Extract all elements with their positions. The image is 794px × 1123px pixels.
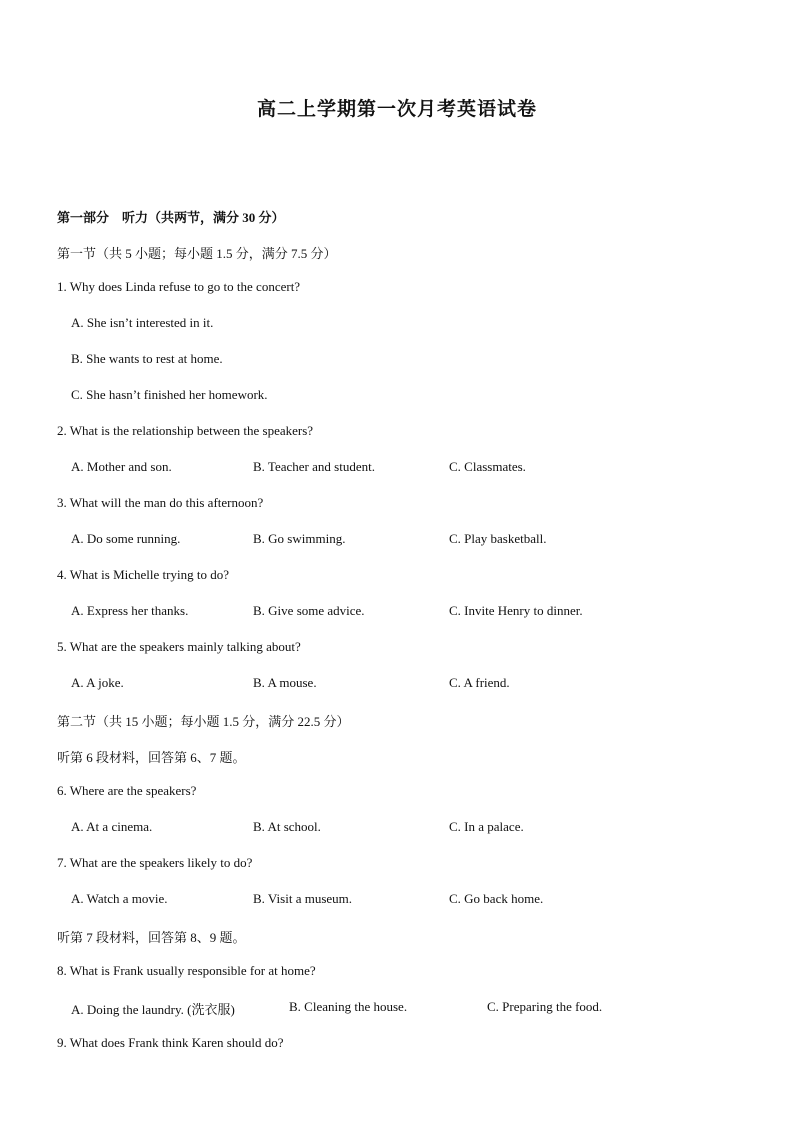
question-7-option-c: C. Go back home. — [449, 891, 544, 906]
question-4-option-a: A. Express her thanks. — [71, 603, 189, 618]
question-1-stem: 1. Why does Linda refuse to go to the concert? — [57, 279, 301, 294]
question-6-option-c: C. In a palace. — [449, 819, 524, 834]
question-1-option-a: A. She isn’t interested in it. — [71, 315, 214, 330]
question-7-option-a: A. Watch a movie. — [71, 891, 168, 906]
question-3-option-c: C. Play basketball. — [449, 531, 547, 546]
page-title: 高二上学期第一次月考英语试卷 — [256, 98, 537, 120]
question-4-option-b: B. Give some advice. — [253, 603, 365, 618]
question-5-stem: 5. What are the speakers mainly talking about? — [57, 639, 301, 654]
question-8-option-c: C. Preparing the food. — [487, 999, 603, 1014]
question-7-stem: 7. What are the speakers likely to do? — [57, 855, 253, 870]
question-9-stem: 9. What does Frank think Karen should do? — [57, 1035, 284, 1050]
passage-7-note: 听第 7 段材料，回答第 8、9 题。 — [57, 930, 246, 945]
question-3-option-a: A. Do some running. — [71, 531, 181, 546]
question-2-stem: 2. What is the relationship between the speakers? — [57, 423, 314, 438]
question-2-option-b: B. Teacher and student. — [253, 459, 375, 474]
section1-heading: 第一节（共 5 小题；每小题 1.5 分，满分 7.5 分） — [57, 246, 337, 261]
question-7-option-b: B. Visit a museum. — [253, 891, 353, 906]
question-3-stem: 3. What will the man do this afternoon? — [57, 495, 264, 510]
question-1-option-b: B. She wants to rest at home. — [71, 351, 223, 366]
question-8-option-a: A. Doing the laundry. (洗衣服) — [71, 1002, 235, 1017]
question-5-option-b: B. A mouse. — [253, 675, 317, 690]
question-3-option-b: B. Go swimming. — [253, 531, 346, 546]
question-6-option-b: B. At school. — [253, 819, 321, 834]
part1-heading: 第一部分 听力（共两节，满分 30 分） — [57, 210, 285, 225]
question-8-option-b: B. Cleaning the house. — [289, 999, 408, 1014]
question-5-option-c: C. A friend. — [449, 675, 510, 690]
question-1-option-c: C. She hasn’t finished her homework. — [71, 387, 268, 402]
question-6-stem: 6. Where are the speakers? — [57, 783, 197, 798]
question-8-stem: 8. What is Frank usually responsible for at home? — [57, 963, 316, 978]
question-2-option-c: C. Classmates. — [449, 459, 526, 474]
section2-heading: 第二节（共 15 小题；每小题 1.5 分，满分 22.5 分） — [57, 714, 350, 729]
question-4-option-c: C. Invite Henry to dinner. — [449, 603, 583, 618]
question-4-stem: 4. What is Michelle trying to do? — [57, 567, 229, 582]
question-2-option-a: A. Mother and son. — [71, 459, 172, 474]
passage-6-note: 听第 6 段材料，回答第 6、7 题。 — [57, 750, 246, 765]
question-5-option-a: A. A joke. — [71, 675, 124, 690]
question-6-option-a: A. At a cinema. — [71, 819, 153, 834]
